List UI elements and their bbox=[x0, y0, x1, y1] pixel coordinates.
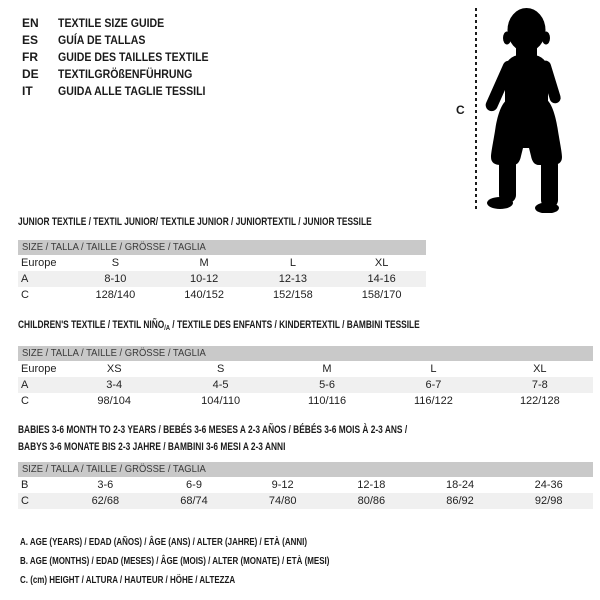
value-cell: 140/152 bbox=[184, 289, 224, 301]
value-cell: 10-12 bbox=[190, 273, 219, 285]
value-cell: 3-4 bbox=[106, 379, 123, 391]
size-cell: M bbox=[322, 363, 332, 375]
size-cell: XL bbox=[374, 257, 389, 269]
children-size-table bbox=[18, 346, 593, 409]
language-row bbox=[22, 15, 229, 32]
value-cell: 3-6 bbox=[97, 479, 114, 491]
value-cell: 7-8 bbox=[531, 379, 548, 391]
size-cell: M bbox=[199, 257, 209, 269]
size-cell: L bbox=[430, 363, 437, 375]
subscript-text: /A bbox=[164, 323, 170, 332]
value-cell: 6-9 bbox=[186, 479, 202, 491]
value-cell: 116/122 bbox=[413, 395, 453, 407]
language-code: ES bbox=[22, 33, 39, 47]
language-row bbox=[22, 32, 229, 49]
size-cell: XL bbox=[533, 363, 547, 375]
value-cell: 74/80 bbox=[268, 495, 297, 507]
value-cell: 68/74 bbox=[180, 495, 208, 507]
size-cell: S bbox=[216, 363, 225, 375]
row-label: Europe bbox=[21, 257, 57, 269]
language-text: TEXTILGRÖßENFÜHRUNG bbox=[58, 67, 193, 81]
size-header-bar: SIZE / TALLA / TAILLE / GRÖSSE / TAGLIA bbox=[18, 346, 593, 361]
value-cell: 92/98 bbox=[534, 495, 563, 507]
language-row bbox=[22, 49, 229, 66]
language-text: TEXTILE SIZE GUIDE bbox=[58, 16, 165, 30]
language-text: GUIDA ALLE TAGLIE TESSILI bbox=[58, 84, 206, 98]
language-list bbox=[22, 15, 229, 100]
value-cell: 158/170 bbox=[361, 289, 402, 301]
value-cell: 62/68 bbox=[91, 495, 120, 507]
language-text: GUÍA DE TALLAS bbox=[58, 33, 146, 47]
size-cell: S bbox=[111, 257, 120, 269]
value-cell: 4-5 bbox=[212, 379, 229, 391]
value-cell: 86/92 bbox=[446, 495, 474, 507]
junior-size-table bbox=[18, 240, 426, 303]
row-label: C bbox=[21, 495, 29, 507]
table-row bbox=[18, 393, 593, 409]
table-row bbox=[18, 493, 593, 509]
table-row bbox=[18, 477, 593, 493]
value-cell: 104/110 bbox=[201, 395, 241, 407]
size-cell: L bbox=[289, 257, 296, 269]
footnote-age-months: B. AGE (MONTHS) / EDAD (MESES) / ÂGE (MOIS) / ALTER (MONATE) / ETÀ (MESI) bbox=[20, 555, 330, 567]
value-cell: 6-7 bbox=[425, 379, 442, 391]
size-header-bar: SIZE / TALLA / TAILLE / GRÖSSE / TAGLIA bbox=[18, 462, 593, 477]
language-row bbox=[22, 66, 229, 83]
value-cell: 9-12 bbox=[271, 479, 294, 491]
table-row bbox=[18, 255, 426, 271]
language-code: EN bbox=[22, 16, 39, 30]
language-code: IT bbox=[22, 84, 33, 98]
height-measure-line bbox=[475, 8, 477, 210]
value-cell: 80/86 bbox=[357, 495, 386, 507]
table-row bbox=[18, 361, 593, 377]
row-label: Europe bbox=[21, 363, 57, 375]
value-cell: 122/128 bbox=[519, 395, 560, 407]
height-measure-label: C bbox=[456, 103, 465, 117]
value-cell: 98/104 bbox=[97, 395, 132, 407]
language-text: GUIDE DES TAILLES TEXTILE bbox=[58, 50, 209, 64]
value-cell: 12-13 bbox=[278, 273, 307, 285]
row-label: A bbox=[21, 379, 29, 391]
babies-size-table bbox=[18, 462, 593, 509]
value-cell: 110/116 bbox=[307, 395, 347, 407]
legend-footnotes bbox=[20, 533, 427, 590]
value-cell: 5-6 bbox=[319, 379, 335, 391]
row-label: B bbox=[21, 479, 29, 491]
language-row bbox=[22, 83, 229, 100]
value-cell: 24-36 bbox=[534, 479, 563, 491]
row-label: C bbox=[21, 289, 29, 301]
value-cell: 12-18 bbox=[357, 479, 386, 491]
value-cell: 18-24 bbox=[445, 479, 475, 491]
table-row bbox=[18, 287, 426, 303]
size-header-bar: SIZE / TALLA / TAILLE / GRÖSSE / TAGLIA bbox=[18, 240, 426, 255]
footnote-age-years: A. AGE (YEARS) / EDAD (AÑOS) / ÂGE (ANS) / ALTER (JAHRE) / ETÀ (ANNI) bbox=[20, 536, 307, 548]
value-cell: 152/158 bbox=[272, 289, 313, 301]
children-section-title: CHILDREN'S TEXTILE / TEXTIL NIÑO/A / TEXTILE DES ENFANTS / KINDERTEXTIL / BAMBINI TESSILE bbox=[18, 319, 420, 332]
language-code: FR bbox=[22, 50, 38, 64]
babies-section-title: BABIES 3-6 MONTH TO 2-3 YEARS / BEBÉS 3-6 MESES A 2-3 AÑOS / BÉBÉS 3-6 MOIS À 2-3 ANS / BABYS 3-6 MONATE BIS 2-3 JAHRE / BAMBINI 3-6 MESI A 2-3 ANNI bbox=[18, 424, 408, 453]
row-label: A bbox=[21, 273, 29, 285]
junior-section-title: JUNIOR TEXTILE / TEXTIL JUNIOR/ TEXTILE JUNIOR / JUNIORTEXTIL / JUNIOR TESSILE bbox=[18, 216, 372, 228]
language-code: DE bbox=[22, 67, 39, 81]
value-cell: 8-10 bbox=[104, 273, 127, 285]
value-cell: 14-16 bbox=[367, 273, 396, 285]
value-cell: 128/140 bbox=[95, 289, 136, 301]
size-cell: XS bbox=[106, 363, 122, 375]
table-row bbox=[18, 271, 426, 287]
baby-silhouette-image bbox=[482, 7, 570, 213]
row-label: C bbox=[21, 395, 29, 407]
footnote-height-cm: C. (cm) HEIGHT / ALTURA / HAUTEUR / HÖHE / ALTEZZA bbox=[20, 574, 236, 586]
table-row bbox=[18, 377, 593, 393]
